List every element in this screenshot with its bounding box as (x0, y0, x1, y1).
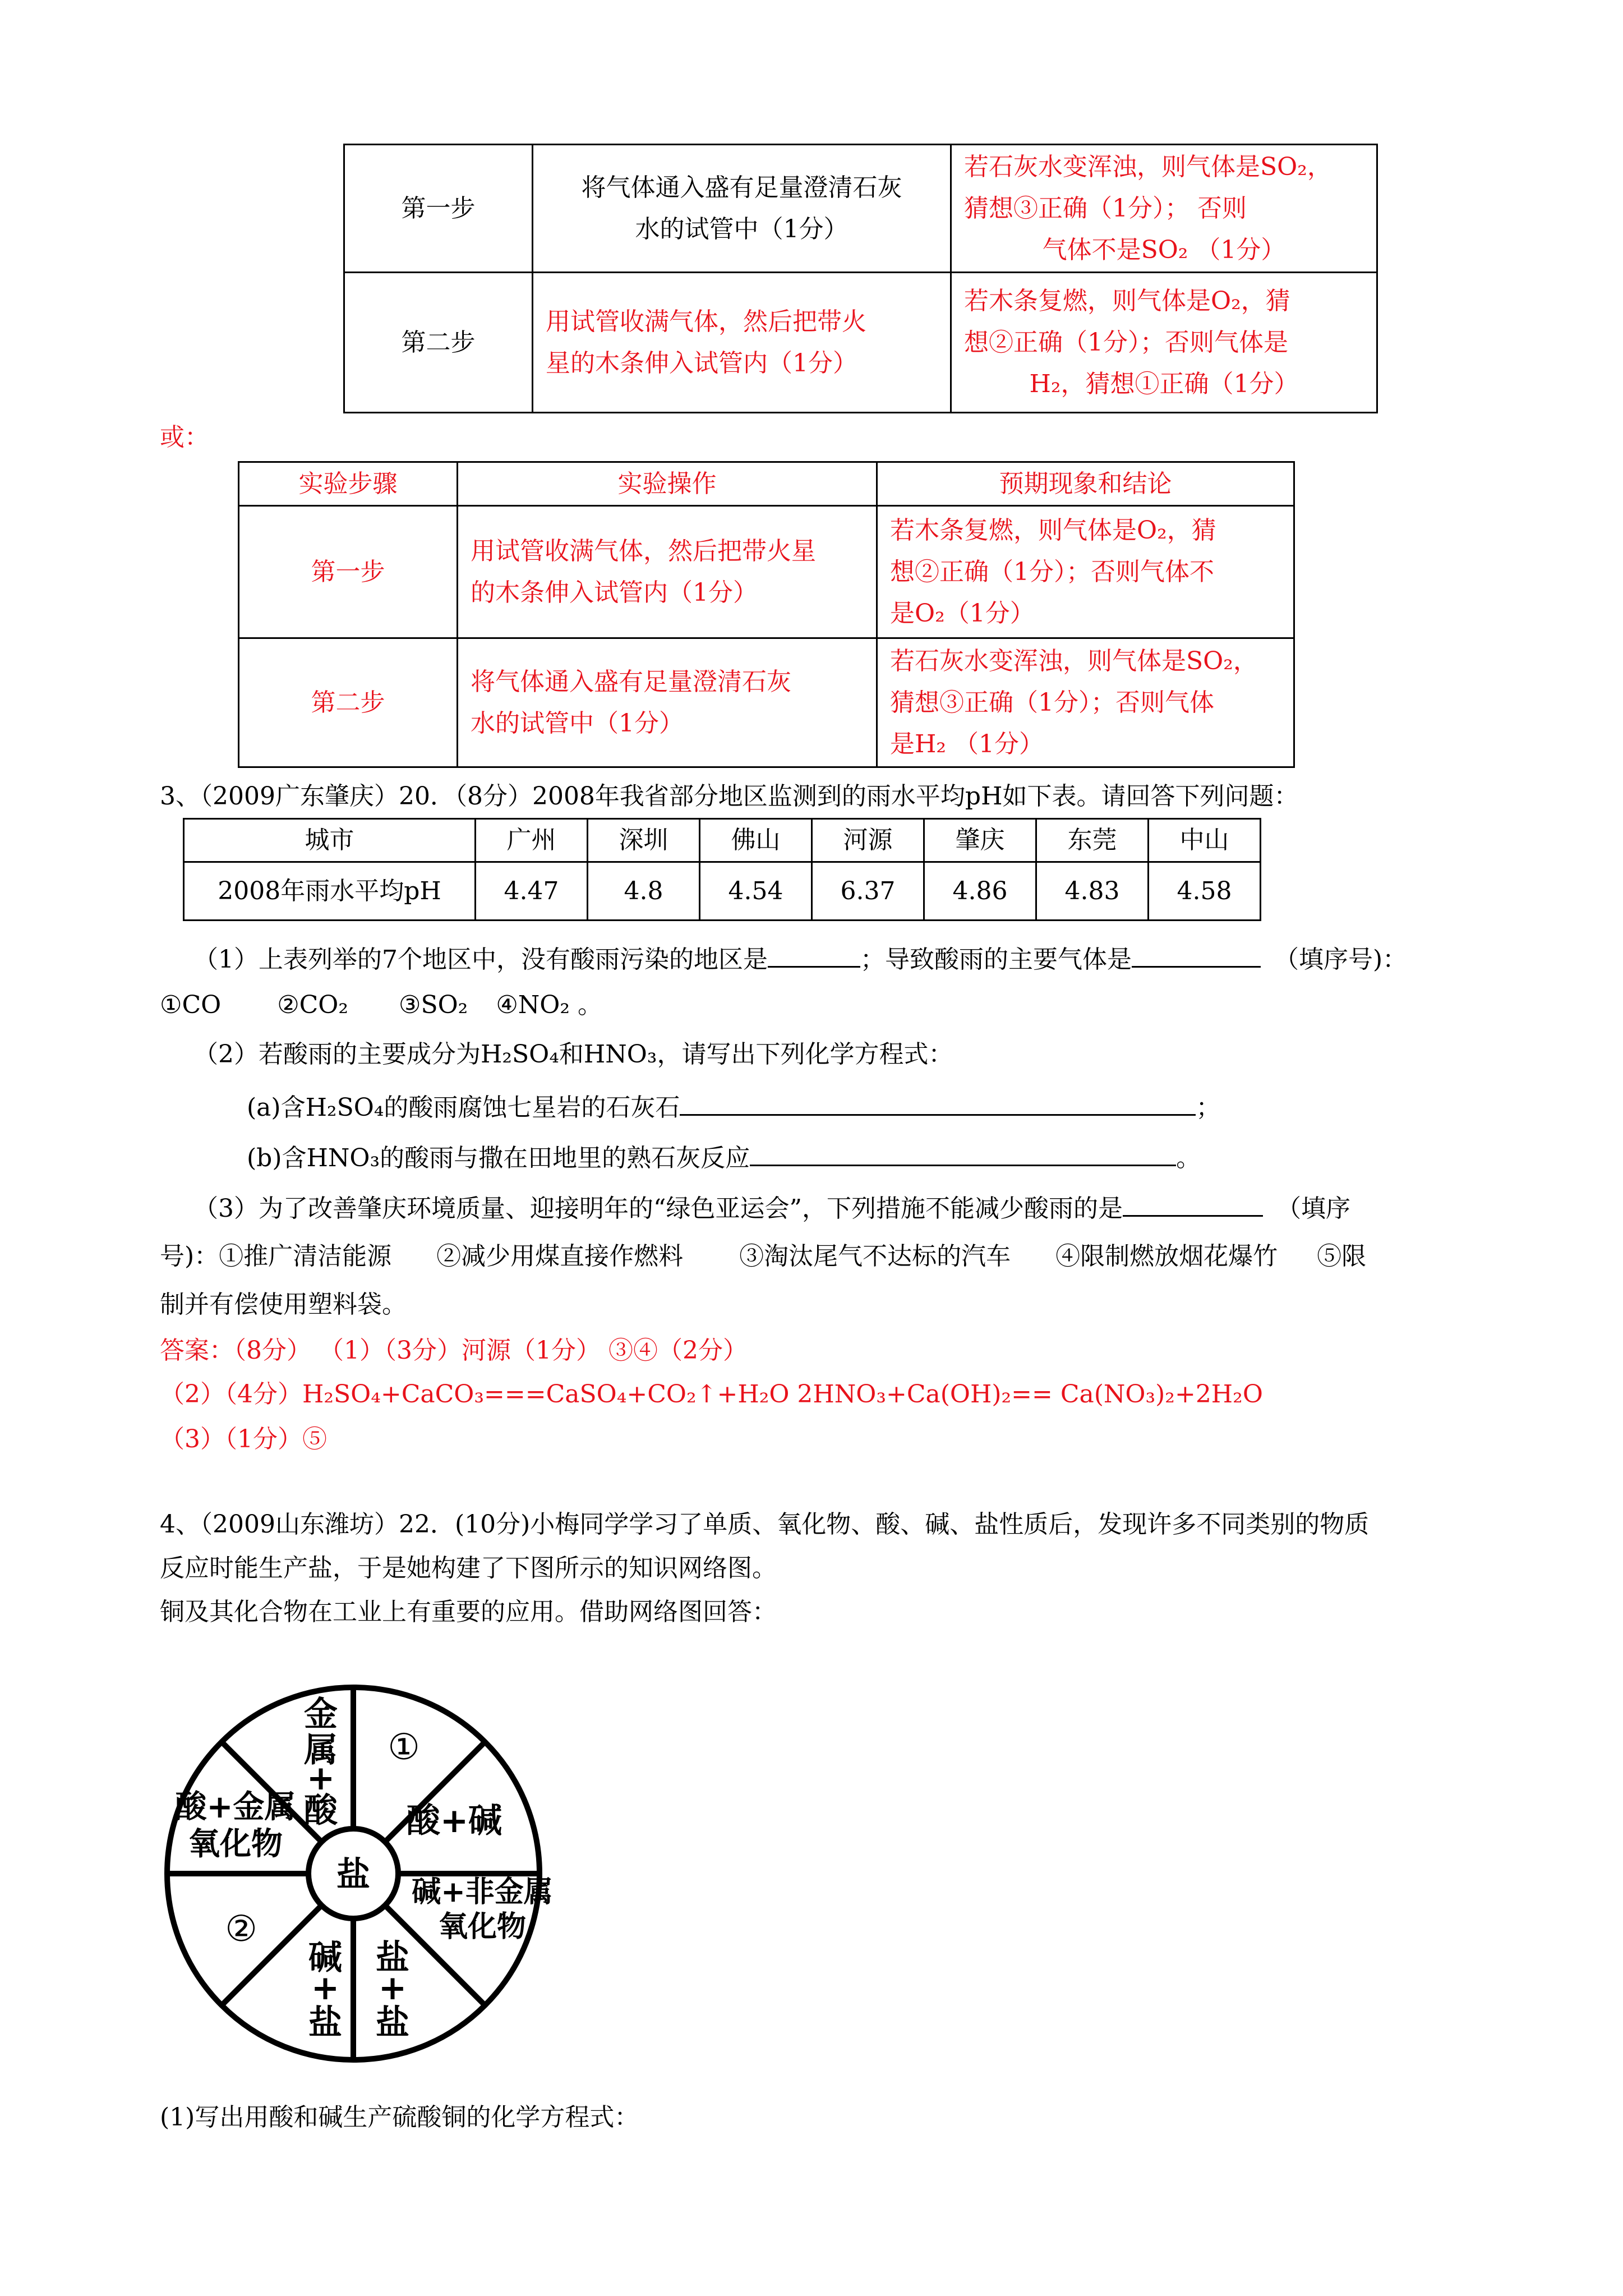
q3-part3-line2: 号)：①推广清洁能源 ②减少用煤直接作燃料 ③淘汰尾气不达标的汽车 ④限制燃放烟花爆竹 ⑤限 (160, 1242, 1367, 1271)
question-3-title: 3、（2009广东肇庆）20．（8分）2008年我省部分地区监测到的雨水平均pH如下表。请回答下列问题： (160, 782, 1299, 811)
step-cell: 第二步 (344, 273, 533, 413)
column-header: 河源 (812, 819, 924, 862)
ph-value: 4.54 (700, 862, 812, 921)
column-header: 城市 (184, 819, 476, 862)
segment-acid-metal-oxide: 酸+金属 (175, 1789, 296, 1825)
q3-part2-intro: （2）若酸雨的主要成分为H₂SO₄和HNO₃，请写出下列化学方程式： (193, 1040, 953, 1069)
or-label: 或： (160, 423, 209, 452)
ph-value: 4.83 (1036, 862, 1149, 921)
segment-salt-salt: 盐 (376, 2003, 409, 2042)
segment-base-nonmetal-oxide: 碱+非金属 (412, 1875, 553, 1909)
q3-part1-options: ①CO ②CO₂ ③SO₂ ④NO₂ 。 (160, 991, 602, 1019)
experiment-table-2 (238, 461, 1295, 768)
column-header: 佛山 (700, 819, 812, 862)
column-header: 预期现象和结论 (877, 462, 1294, 506)
ph-value: 4.47 (476, 862, 588, 921)
q3-part2-a: (a)含H₂SO₄的酸雨腐蚀七星岩的石灰石 ； (247, 1088, 1220, 1125)
segment-two-label: ② (225, 1908, 257, 1950)
table-row (239, 506, 1294, 638)
column-header: 广州 (476, 819, 588, 862)
column-header: 中山 (1149, 819, 1261, 862)
ph-value: 6.37 (812, 862, 924, 921)
answer-line-1: 答案：（8分） （1）（3分）河源（1分） ③④（2分） (160, 1336, 748, 1365)
operation-cell: 用试管收满气体，然后把带火 星的木条伸入试管内（1分） (533, 273, 951, 413)
q3-part1-line1: （1）上表列举的7个地区中，没有酸雨污染的地区是 ；导致酸雨的主要气体是 （填序号)： (193, 940, 1407, 977)
table-header-row (239, 462, 1294, 506)
salt-knowledge-wheel (151, 1677, 555, 2070)
segment-salt-salt: + (378, 1968, 407, 2008)
segment-base-salt: 碱 (308, 1938, 342, 1977)
step-cell: 第二步 (239, 638, 458, 767)
segment-metal-acid: 酸 (304, 1791, 338, 1830)
ph-value: 4.86 (924, 862, 1036, 921)
segment-acid-base: 酸+碱 (406, 1801, 502, 1841)
ph-table-header-row (184, 819, 1261, 862)
segment-base-salt: + (311, 1968, 340, 2008)
step-cell: 第一步 (239, 506, 458, 638)
segment-acid-metal-oxide: 氧化物 (188, 1826, 283, 1862)
question-4-line3: 铜及其化合物在工业上有重要的应用。借助网络图回答： (160, 1598, 777, 1626)
table-row (344, 145, 1377, 273)
experiment-table-1 (343, 144, 1378, 413)
column-header: 肇庆 (924, 819, 1036, 862)
segment-base-nonmetal-oxide: 氧化物 (438, 1910, 527, 1944)
result-cell: 若木条复燃，则气体是O₂，猜 想②正确（1分）；否则气体是 H₂，猜想①正确（1分） (951, 273, 1377, 413)
table-row (239, 638, 1294, 767)
operation-cell: 用试管收满气体，然后把带火星 的木条伸入试管内（1分） (458, 506, 877, 638)
question-4-line2: 反应时能生产盐，于是她构建了下图所示的知识网络图。 (160, 1554, 777, 1582)
question-4-line1: 4、（2009山东潍坊）22．(10分)小梅同学学习了单质、氧化物、酸、碱、盐性质后，发现许多不同类别的物质 (160, 1510, 1370, 1539)
question-4-part1: (1)写出用酸和碱生产硫酸铜的化学方程式： (160, 2103, 639, 2132)
segment-metal-acid: 属 (304, 1731, 338, 1770)
result-cell: 若木条复燃，则气体是O₂，猜 想②正确（1分）；否则气体不 是O₂（1分） (877, 506, 1294, 638)
q3-part3-line3: 制并有偿使用塑料袋。 (160, 1290, 407, 1319)
segment-metal-acid: 金 (304, 1695, 338, 1734)
operation-cell: 将气体通入盛有足量澄清石灰 水的试管中（1分） (458, 638, 877, 767)
q3-part3-line1: （3）为了改善肇庆环境质量、迎接明年的“绿色亚运会”，下列措施不能减少酸雨的是 （填序 (193, 1189, 1350, 1226)
ph-table-row (184, 862, 1261, 921)
column-header: 实验操作 (458, 462, 877, 506)
segment-one-label: ① (388, 1727, 420, 1768)
row-label: 2008年雨水平均pH (184, 862, 476, 921)
answer-line-2: （2）（4分）H₂SO₄+CaCO₃===CaSO₄+CO₂↑+H₂O 2HNO₃+Ca(OH)₂== Ca(NO₃)₂+2H₂O (160, 1380, 1263, 1409)
center-salt-label: 盐 (336, 1855, 370, 1894)
step-cell: 第一步 (344, 145, 533, 273)
table-row (344, 273, 1377, 413)
operation-cell: 将气体通入盛有足量澄清石灰 水的试管中（1分） (533, 145, 951, 273)
column-header: 东莞 (1036, 819, 1149, 862)
result-cell: 若石灰水变浑浊，则气体是SO₂， 猜想③正确（1分）；否则气体 是H₂ （1分） (877, 638, 1294, 767)
segment-base-salt: 盐 (308, 2003, 342, 2042)
column-header: 实验步骤 (239, 462, 458, 506)
result-cell: 若石灰水变浑浊，则气体是SO₂， 猜想③正确（1分）； 否则 气体不是SO₂ （1分） (951, 145, 1377, 273)
ph-value: 4.8 (588, 862, 700, 921)
column-header: 深圳 (588, 819, 700, 862)
answer-line-3: （3）（1分）⑤ (160, 1425, 327, 1453)
segment-salt-salt: 盐 (376, 1938, 409, 1977)
q3-part2-b: (b)含HNO₃的酸雨与撒在田地里的熟石灰反应 。 (247, 1139, 1201, 1175)
ph-value: 4.58 (1149, 862, 1261, 921)
segment-metal-acid: + (306, 1759, 335, 1798)
ph-table (183, 818, 1261, 921)
